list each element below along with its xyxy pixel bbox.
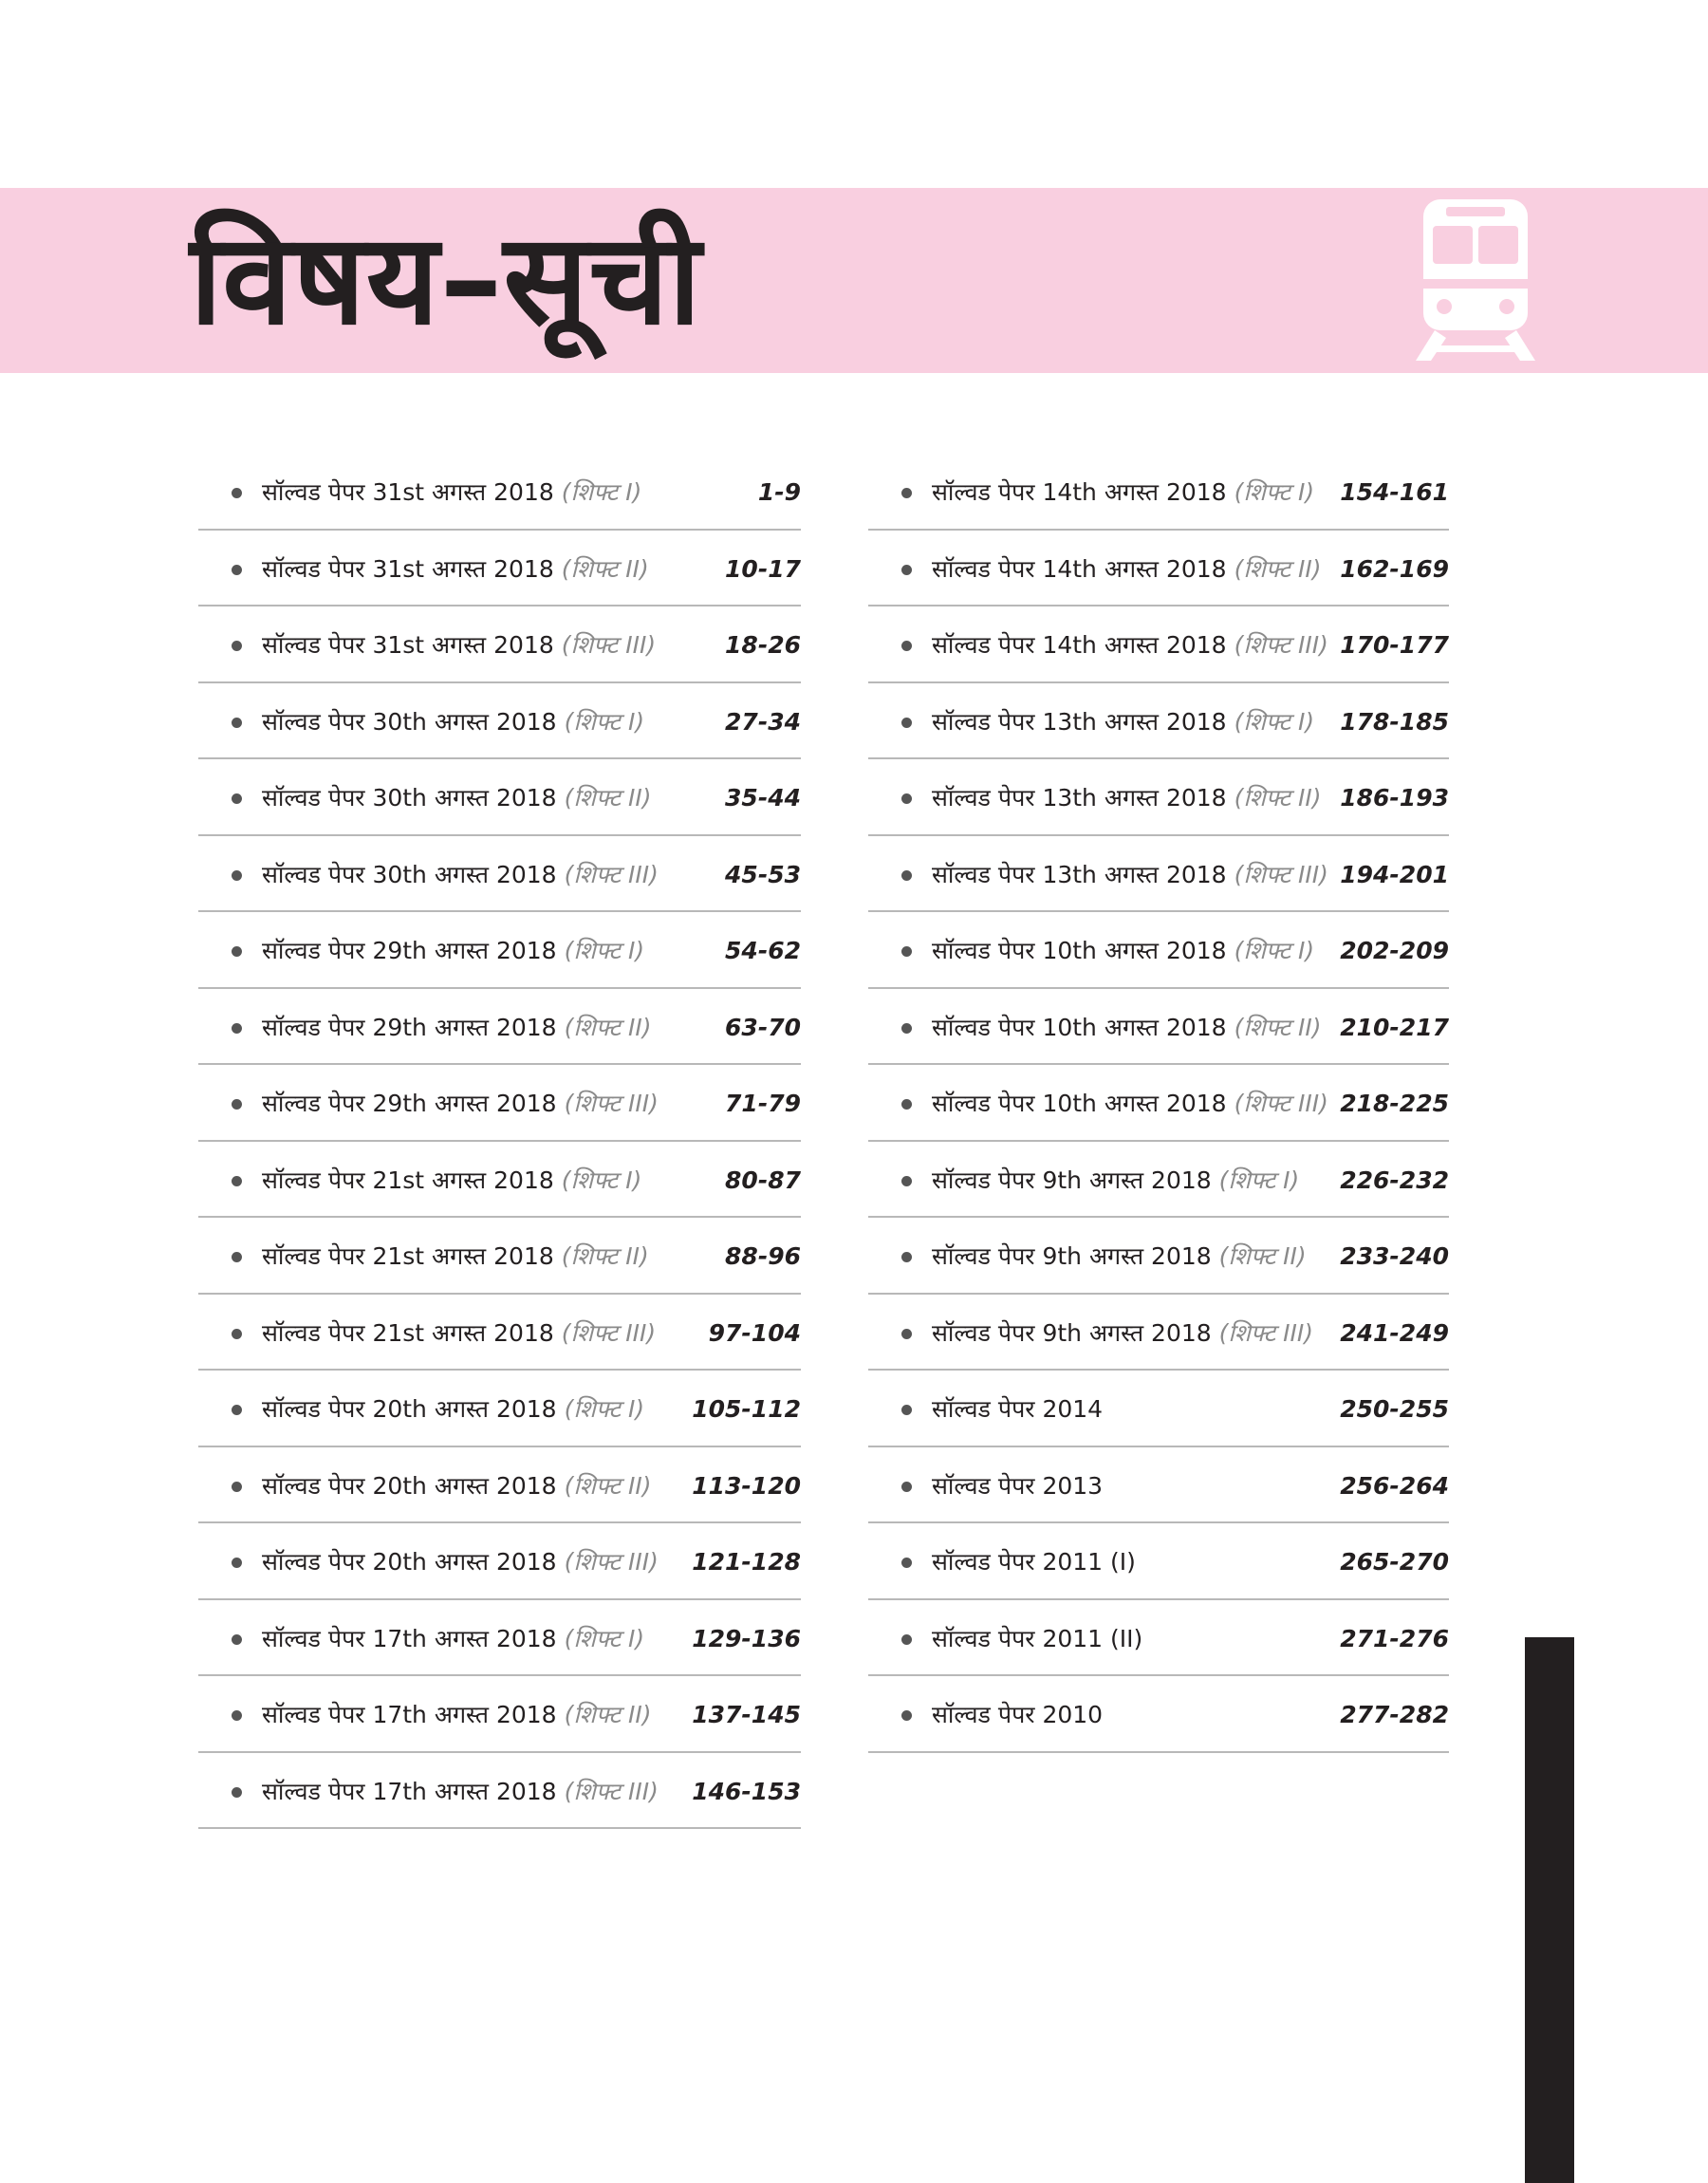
toc-entry-pages: 186-193 xyxy=(1340,784,1449,812)
toc-entry-pages: 202-209 xyxy=(1340,937,1449,964)
bullet-icon xyxy=(232,1099,242,1110)
toc-entry-title xyxy=(262,1012,652,1044)
toc-entry-title xyxy=(932,1317,1313,1350)
toc-entry-pages: 178-185 xyxy=(1340,707,1449,736)
bullet-icon xyxy=(901,1634,912,1645)
toc-entry[interactable] xyxy=(198,989,801,1066)
toc-entry-pages: 250-255 xyxy=(1340,1395,1449,1423)
toc-entry-shift: (शिफ्ट II) xyxy=(564,784,652,812)
toc-entry[interactable] xyxy=(198,606,801,683)
toc-entry[interactable] xyxy=(868,836,1449,913)
toc-entry-label: सॉल्वड पेपर 31st अगस्त 2018 xyxy=(262,631,554,659)
page-title: विषय–सूची xyxy=(190,207,702,353)
toc-entry-shift: (शिफ्ट II) xyxy=(1218,1242,1307,1270)
toc-entry-label: सॉल्वड पेपर 29th अगस्त 2018 xyxy=(262,1013,557,1041)
toc-entry-shift: (शिफ्ट II) xyxy=(1234,554,1322,583)
toc-entry-title xyxy=(932,1012,1322,1044)
toc-entry-label: सॉल्वड पेपर 9th अगस्त 2018 xyxy=(932,1242,1212,1270)
toc-entry[interactable] xyxy=(198,1218,801,1295)
toc-entry[interactable] xyxy=(198,912,801,989)
toc-entry-title xyxy=(262,1393,644,1426)
toc-entry-pages: 97-104 xyxy=(708,1318,801,1347)
toc-entry-shift: (शिफ्ट III) xyxy=(564,860,659,888)
toc-entry-label: सॉल्वड पेपर 29th अगस्त 2018 xyxy=(262,937,557,964)
toc-entry-shift: (शिफ्ट I) xyxy=(561,478,642,506)
toc-entry-pages: 271-276 xyxy=(1340,1624,1449,1652)
toc-entry-label: सॉल्वड पेपर 21st अगस्त 2018 xyxy=(262,1318,554,1347)
toc-entry[interactable] xyxy=(198,531,801,607)
bullet-icon xyxy=(232,1787,242,1798)
toc-entry-pages: 27-34 xyxy=(725,707,801,736)
toc-entry-shift: (शिफ्ट I) xyxy=(561,1166,642,1194)
toc-entry-title xyxy=(262,476,641,509)
toc-entry-pages: 241-249 xyxy=(1340,1318,1449,1347)
toc-entry-title xyxy=(262,1088,659,1120)
toc-entry-title xyxy=(932,1546,1136,1578)
toc-entry-title xyxy=(932,553,1322,586)
toc-entry-pages: 137-145 xyxy=(692,1701,801,1728)
toc-entry-title xyxy=(262,706,644,738)
toc-entry-title xyxy=(932,629,1328,662)
toc-entry-shift: (शिफ्ट I) xyxy=(1234,478,1315,506)
toc-entry-pages: 63-70 xyxy=(725,1013,801,1041)
toc-entry[interactable] xyxy=(868,454,1449,531)
toc-entry-title xyxy=(262,1699,652,1731)
toc-left-column xyxy=(198,454,801,1829)
toc-entry-title xyxy=(262,553,649,586)
toc-entry[interactable] xyxy=(868,759,1449,836)
bullet-icon xyxy=(901,793,912,804)
toc-entry-label: सॉल्वड पेपर 17th अगस्त 2018 xyxy=(262,1624,557,1652)
toc-entry-title xyxy=(932,1623,1142,1655)
toc-entry[interactable] xyxy=(868,531,1449,607)
toc-entry[interactable] xyxy=(868,683,1449,760)
toc-entry-title xyxy=(262,859,659,891)
toc-entry-shift: (शिफ्ट III) xyxy=(1234,860,1328,888)
toc-entry-label: सॉल्वड पेपर 2013 xyxy=(932,1471,1104,1500)
toc-entry-title xyxy=(262,1470,652,1502)
toc-entry[interactable] xyxy=(198,1600,801,1677)
toc-entry-title xyxy=(262,1623,644,1655)
bullet-icon xyxy=(901,1710,912,1721)
toc-entry-label: सॉल्वड पेपर 30th अगस्त 2018 xyxy=(262,784,557,812)
toc-entry[interactable] xyxy=(868,1676,1449,1753)
toc-entry-pages: 35-44 xyxy=(725,784,801,812)
toc-entry-shift: (शिफ्ट III) xyxy=(1218,1318,1314,1347)
toc-entry-shift: (शिफ्ट II) xyxy=(564,1471,652,1500)
bullet-icon xyxy=(901,870,912,881)
toc-entry-pages: 105-112 xyxy=(692,1395,801,1423)
toc-entry-label: सॉल्वड पेपर 10th अगस्त 2018 xyxy=(932,1013,1227,1041)
toc-entry-title xyxy=(932,1165,1299,1197)
toc-entry-shift: (शिफ्ट I) xyxy=(1218,1166,1300,1194)
toc-entry-pages: 218-225 xyxy=(1340,1090,1449,1117)
toc-entry-title xyxy=(932,1241,1307,1273)
toc-entry-title xyxy=(262,1776,659,1808)
bullet-icon xyxy=(232,488,242,498)
bullet-icon xyxy=(901,1176,912,1186)
toc-entry-title xyxy=(932,782,1322,814)
toc-entry-title xyxy=(932,1088,1328,1120)
bullet-icon xyxy=(232,718,242,728)
toc-entry-pages: 233-240 xyxy=(1340,1242,1449,1270)
toc-entry[interactable] xyxy=(198,454,801,531)
toc-entry-pages: 277-282 xyxy=(1340,1701,1449,1728)
toc-entry-pages: 146-153 xyxy=(692,1777,801,1805)
toc-entry-shift: (शिफ्ट II) xyxy=(561,1242,649,1270)
toc-entry-label: सॉल्वड पेपर 13th अगस्त 2018 xyxy=(932,707,1227,736)
toc-entry-label: सॉल्वड पेपर 13th अगस्त 2018 xyxy=(932,784,1227,812)
toc-entry-title xyxy=(932,476,1314,509)
toc-entry[interactable] xyxy=(198,1753,801,1830)
toc-entry-pages: 256-264 xyxy=(1340,1471,1449,1500)
toc-entry-label: सॉल्वड पेपर 9th अगस्त 2018 xyxy=(932,1318,1212,1347)
toc-entry[interactable] xyxy=(198,836,801,913)
toc-entry-title xyxy=(932,935,1314,967)
toc-entry-title xyxy=(262,935,644,967)
toc-entry-label: सॉल्वड पेपर 13th अगस्त 2018 xyxy=(932,860,1227,888)
toc-entry-title xyxy=(262,1546,659,1578)
toc-entry-shift: (शिफ्ट I) xyxy=(564,1395,645,1423)
toc-entry-shift: (शिफ्ट III) xyxy=(564,1548,659,1576)
toc-entry-label: सॉल्वड पेपर 17th अगस्त 2018 xyxy=(262,1701,557,1728)
toc-entry[interactable] xyxy=(868,1142,1449,1219)
toc-entry-shift: (शिफ्ट II) xyxy=(561,554,649,583)
toc-entry-shift: (शिफ्ट I) xyxy=(564,1624,645,1652)
toc-entry[interactable] xyxy=(198,683,801,760)
toc-entry[interactable] xyxy=(868,1218,1449,1295)
toc-entry-label: सॉल्वड पेपर 10th अगस्त 2018 xyxy=(932,937,1227,964)
toc-right-column xyxy=(868,454,1449,1753)
toc-entry[interactable] xyxy=(198,1676,801,1753)
toc-entry-label: सॉल्वड पेपर 14th अगस्त 2018 xyxy=(932,631,1227,659)
toc-entry-shift: (शिफ्ट II) xyxy=(1234,1013,1322,1041)
toc-entry-label: सॉल्वड पेपर 21st अगस्त 2018 xyxy=(262,1166,554,1194)
toc-entry-pages: 162-169 xyxy=(1340,554,1449,583)
toc-entry-title xyxy=(262,629,656,662)
toc-entry[interactable] xyxy=(868,1447,1449,1524)
bullet-icon xyxy=(232,1482,242,1492)
toc-entry[interactable] xyxy=(868,1600,1449,1677)
toc-entry-shift: (शिफ्ट III) xyxy=(564,1777,659,1805)
toc-entry-title xyxy=(932,859,1328,891)
toc-entry-label: सॉल्वड पेपर 30th अगस्त 2018 xyxy=(262,860,557,888)
toc-entry-shift: (शिफ्ट III) xyxy=(1234,1090,1328,1117)
toc-entry-shift: (शिफ्ट I) xyxy=(564,937,645,964)
toc-entry-pages: 18-26 xyxy=(725,631,801,659)
bullet-icon xyxy=(901,1099,912,1110)
bullet-icon xyxy=(901,488,912,498)
toc-entry-label: सॉल्वड पेपर 2014 xyxy=(932,1395,1104,1423)
toc-entry-shift: (शिफ्ट III) xyxy=(561,631,657,659)
toc-entry-title xyxy=(262,782,652,814)
toc-entry[interactable] xyxy=(868,1065,1449,1142)
toc-entry-pages: 80-87 xyxy=(725,1166,801,1194)
bullet-icon xyxy=(232,1558,242,1568)
toc-entry-pages: 154-161 xyxy=(1340,478,1449,506)
toc-entry-pages: 265-270 xyxy=(1340,1548,1449,1576)
toc-entry-title xyxy=(262,1241,649,1273)
bullet-icon xyxy=(232,1710,242,1721)
toc-entry-pages: 226-232 xyxy=(1340,1166,1449,1194)
bullet-icon xyxy=(901,1252,912,1262)
toc-entry[interactable] xyxy=(198,1523,801,1600)
toc-entry-label: सॉल्वड पेपर 14th अगस्त 2018 xyxy=(932,554,1227,583)
bullet-icon xyxy=(901,1329,912,1339)
toc-entry-shift: (शिफ्ट II) xyxy=(1234,784,1322,812)
toc-entry-pages: 121-128 xyxy=(692,1548,801,1576)
toc-entry[interactable] xyxy=(868,1371,1449,1447)
toc-entry-pages: 113-120 xyxy=(692,1471,801,1500)
toc-entry-shift: (शिफ्ट III) xyxy=(1234,631,1328,659)
toc-entry-label: सॉल्वड पेपर 31st अगस्त 2018 xyxy=(262,478,554,506)
toc-entry-title xyxy=(932,1393,1103,1426)
toc-entry-label: सॉल्वड पेपर 10th अगस्त 2018 xyxy=(932,1090,1227,1117)
toc-entry[interactable] xyxy=(868,912,1449,989)
bullet-icon xyxy=(901,946,912,957)
side-tab-bar xyxy=(1525,1637,1574,2183)
toc-entry[interactable] xyxy=(198,1371,801,1447)
toc-entry-title xyxy=(262,1317,656,1350)
toc-entry-pages: 129-136 xyxy=(692,1624,801,1652)
toc-entry-label: सॉल्वड पेपर 2010 xyxy=(932,1701,1104,1728)
toc-entry-pages: 170-177 xyxy=(1340,631,1449,659)
toc-entry-pages: 71-79 xyxy=(725,1090,801,1117)
toc-entry-shift: (शिफ्ट I) xyxy=(564,707,645,736)
toc-entry-pages: 1-9 xyxy=(757,478,801,506)
bullet-icon xyxy=(232,1023,242,1034)
toc-entry-shift: (शिफ्ट II) xyxy=(564,1701,652,1728)
toc-entry-label: सॉल्वड पेपर 30th अगस्त 2018 xyxy=(262,707,557,736)
toc-entry-label: सॉल्वड पेपर 20th अगस्त 2018 xyxy=(262,1548,557,1576)
toc-entry-pages: 10-17 xyxy=(725,554,801,583)
toc-entry-label: सॉल्वड पेपर 9th अगस्त 2018 xyxy=(932,1166,1212,1194)
bullet-icon xyxy=(232,1405,242,1415)
toc-entry-label: सॉल्वड पेपर 29th अगस्त 2018 xyxy=(262,1090,557,1117)
toc-entry-label: सॉल्वड पेपर 14th अगस्त 2018 xyxy=(932,478,1227,506)
toc-entry-label: सॉल्वड पेपर 20th अगस्त 2018 xyxy=(262,1395,557,1423)
bullet-icon xyxy=(901,1023,912,1034)
bullet-icon xyxy=(232,946,242,957)
bullet-icon xyxy=(901,565,912,575)
toc-entry-label: सॉल्वड पेपर 20th अगस्त 2018 xyxy=(262,1471,557,1500)
bullet-icon xyxy=(232,565,242,575)
toc-entry-pages: 45-53 xyxy=(725,860,801,888)
toc-entry[interactable] xyxy=(868,1523,1449,1600)
bullet-icon xyxy=(901,1405,912,1415)
bullet-icon xyxy=(901,1482,912,1492)
bullet-icon xyxy=(232,1329,242,1339)
toc-entry-label: सॉल्वड पेपर 21st अगस्त 2018 xyxy=(262,1242,554,1270)
toc-entry-label: सॉल्वड पेपर 2011 (II) xyxy=(932,1624,1143,1652)
toc-entry[interactable] xyxy=(868,989,1449,1066)
toc-entry-title xyxy=(932,706,1314,738)
train-icon xyxy=(1414,197,1537,364)
toc-entry-shift: (शिफ्ट I) xyxy=(1234,937,1315,964)
toc-entry-pages: 194-201 xyxy=(1340,860,1449,888)
bullet-icon xyxy=(901,641,912,651)
bullet-icon xyxy=(232,793,242,804)
toc-entry[interactable] xyxy=(868,606,1449,683)
toc-entry-label: सॉल्वड पेपर 2011 (I) xyxy=(932,1548,1136,1576)
bullet-icon xyxy=(232,1252,242,1262)
bullet-icon xyxy=(232,1634,242,1645)
toc-entry-title xyxy=(932,1470,1103,1502)
toc-entry[interactable] xyxy=(868,1295,1449,1371)
toc-entry[interactable] xyxy=(198,1065,801,1142)
toc-entry[interactable] xyxy=(198,1447,801,1524)
toc-entry-shift: (शिफ्ट III) xyxy=(564,1090,659,1117)
toc-entry-label: सॉल्वड पेपर 31st अगस्त 2018 xyxy=(262,554,554,583)
toc-entry-pages: 88-96 xyxy=(725,1242,801,1270)
toc-entry-title xyxy=(932,1699,1103,1731)
bullet-icon xyxy=(901,1558,912,1568)
toc-entry[interactable] xyxy=(198,759,801,836)
bullet-icon xyxy=(232,870,242,881)
bullet-icon xyxy=(232,1176,242,1186)
toc-entry-shift: (शिफ्ट I) xyxy=(1234,707,1315,736)
toc-entry-shift: (शिफ्ट II) xyxy=(564,1013,652,1041)
toc-entry[interactable] xyxy=(198,1142,801,1219)
toc-entry-pages: 54-62 xyxy=(725,937,801,964)
bullet-icon xyxy=(232,641,242,651)
toc-entry[interactable] xyxy=(198,1295,801,1371)
toc-entry-label: सॉल्वड पेपर 17th अगस्त 2018 xyxy=(262,1777,557,1805)
bullet-icon xyxy=(901,718,912,728)
toc-entry-title xyxy=(262,1165,641,1197)
toc-entry-pages: 210-217 xyxy=(1340,1013,1449,1041)
toc-entry-shift: (शिफ्ट III) xyxy=(561,1318,657,1347)
